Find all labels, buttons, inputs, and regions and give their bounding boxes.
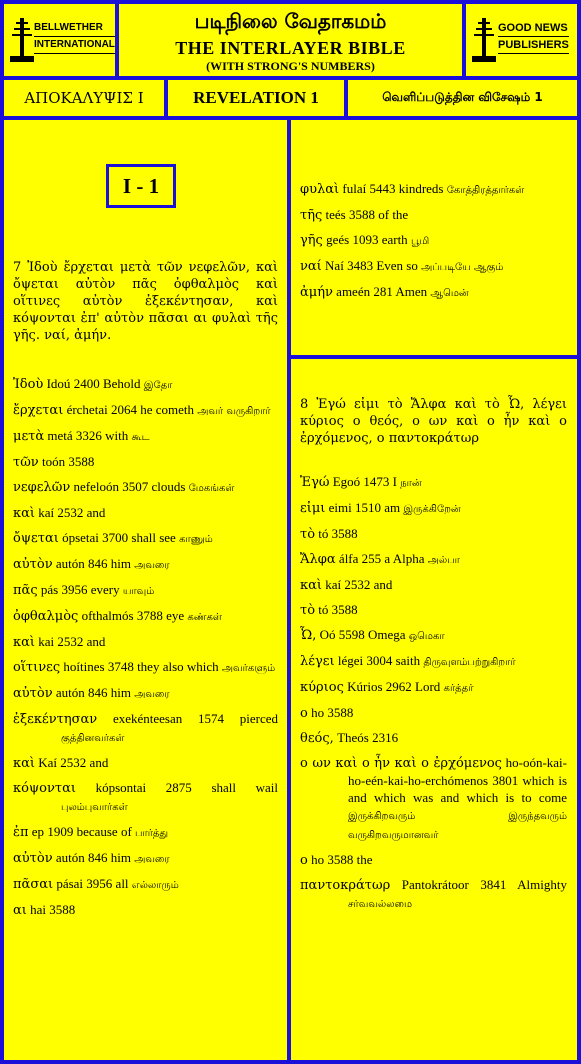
strong-number: 2400 [73, 376, 100, 391]
greek-word: πᾶσαι [13, 877, 54, 892]
greek-word: καὶ [13, 756, 36, 771]
interlinear-entry [300, 729, 567, 747]
tamil-gloss: கர்த்தர் [443, 683, 474, 694]
english-title: THE INTERLAYER BIBLE [175, 38, 406, 58]
greek-word: Ἄλφα [300, 552, 336, 567]
interlinear-entry [13, 710, 278, 747]
transliteration: geés [326, 232, 350, 247]
strong-number: 281 [373, 284, 393, 299]
right-logo-line2: PUBLISHERS [498, 37, 569, 54]
interlinear-entry [13, 581, 278, 600]
english-gloss: pierced [239, 711, 279, 726]
tamil-gloss: அவரை [134, 560, 170, 571]
transliteration: kópsontai [95, 780, 147, 795]
greek-word: κύριος [300, 680, 344, 695]
greek-word: αὐτὸν [13, 851, 53, 866]
verse-8-text: 8 Ἐγώ εἰμι τὸ Ἄλφα καὶ τὸ Ὦ, λέγει κύριος ο θεός, ο ων καὶ ο ἦν καὶ ο ἐρχόμενος, ο παντοκράτωρ [300, 397, 567, 446]
greek-word: ἐξεκέντησαν [13, 712, 98, 727]
tamil-gloss: அவர் வருகிறார் [197, 406, 271, 417]
strong-number: 2875 [165, 780, 192, 795]
greek-word: νεφελῶν [13, 480, 71, 495]
tamil-gloss: இதோ [143, 380, 173, 391]
greek-word: ἀμήν [300, 285, 333, 300]
transliteration: fulaí [342, 181, 367, 196]
transliteration: érchetai [66, 402, 108, 417]
interlinear-entry [13, 607, 278, 626]
transliteration: exekénteesan [112, 711, 183, 726]
tamil-gloss: அல்பா [427, 555, 460, 566]
english-gloss: clouds [151, 479, 186, 494]
english-gloss: a Alpha [384, 551, 425, 566]
greek-word: παντοκράτωρ [300, 878, 391, 893]
tamil-gloss: அவரை [134, 689, 170, 700]
chapter-label: I - 1 [122, 173, 160, 198]
chapter-box [106, 164, 176, 208]
verse-7-text: 7 Ἰδοὺ ἔρχεται μετὰ τῶν νεφελῶν, καὶ ὄψεται αὐτὸν πᾶς ὀφθαλμὸς καὶ οἵτινες αὐτὸν ἐξεκέντησαν, καὶ κόψονται ἐπ' αὐτὸν πᾶσαι αι φυλαὶ τῆς γῆς. ναί, ἀμήν. [13, 260, 278, 343]
english-gloss: all [115, 876, 129, 891]
tamil-gloss: இருக்கிறவரும் இருந்தவரும் வருகிறவருமானவர் [348, 811, 567, 841]
tamil-gloss: அப்படியே ஆகும் [421, 262, 504, 273]
greek-word: Ἐγώ [300, 475, 330, 490]
english-gloss: and [89, 755, 109, 770]
tamil-book-cell [348, 80, 577, 116]
greek-book-cell [4, 80, 164, 116]
interlinear-entry [300, 652, 567, 671]
transliteration: teés [325, 207, 346, 222]
greek-word: ο [300, 853, 308, 868]
greek-word: τῆς [300, 208, 323, 223]
left-logo-line2: INTERNATIONAL [34, 37, 115, 54]
strong-number: 255 [361, 551, 382, 566]
english-gloss: the [356, 852, 373, 867]
transliteration: eimi [328, 500, 352, 515]
english-gloss: every [90, 582, 120, 597]
tamil-gloss: கூட [131, 432, 150, 443]
transliteration: hoítines [63, 659, 105, 674]
strong-number: 1473 [363, 474, 390, 489]
greek-word: λέγει [300, 654, 335, 669]
strong-number: 3483 [347, 258, 374, 273]
greek-word: αι [13, 903, 27, 918]
english-gloss: eye [166, 608, 185, 623]
left-logo-line1: BELLWETHER [34, 20, 115, 37]
interlinear-entry [300, 704, 567, 722]
greek-word: αὐτὸν [13, 686, 53, 701]
english-gloss: him [110, 556, 131, 571]
transliteration: Naí [325, 258, 344, 273]
greek-word: ο [300, 706, 308, 721]
transliteration: Idoú [46, 376, 71, 391]
english-gloss: kindreds [398, 181, 444, 196]
greek-word: φυλαὶ [300, 182, 340, 197]
transliteration: Oó [319, 627, 336, 642]
strong-number: 1093 [352, 232, 379, 247]
interlinear-entry [300, 851, 567, 869]
interlinear-entry [13, 658, 278, 677]
strong-number: 3507 [122, 479, 149, 494]
greek-book: ΑΠΟΚΑΛΥΨΙΣ Ι [24, 89, 144, 107]
interlinear-entry [13, 823, 278, 842]
transliteration: kaí [325, 577, 342, 592]
interlinear-entry [13, 555, 278, 574]
transliteration: légei [337, 653, 364, 668]
greek-word: ἔρχεται [13, 403, 64, 418]
left-logo-panel [4, 4, 115, 76]
strong-number: 3588 [68, 454, 95, 469]
english-gloss: Behold [102, 376, 141, 391]
greek-word: τὸ [300, 527, 316, 542]
strong-number: 1510 [355, 500, 381, 515]
english-gloss: shall wail [211, 780, 279, 795]
strong-number: 2962 [385, 679, 412, 694]
strong-number: 846 [88, 556, 108, 571]
greek-word: Ὦ, [300, 628, 317, 643]
interlinear-entry [13, 901, 278, 919]
greek-word: ο ων καὶ ο ἦν καὶ ο ἐρχόμενος [300, 756, 502, 771]
tamil-gloss: நான் [400, 478, 422, 489]
transliteration: autón [55, 556, 85, 571]
english-gloss: earth [381, 232, 408, 247]
transliteration: kaí [38, 505, 55, 520]
subtitle: (WITH STRONG'S NUMBERS) [206, 59, 375, 73]
transliteration: ameén [336, 284, 371, 299]
strong-number: 2316 [372, 730, 399, 745]
english-gloss: Even so [376, 258, 418, 273]
interlinear-entry [13, 849, 278, 868]
strong-number: 1574 [198, 711, 224, 726]
tamil-gloss: அவர்களும் [221, 663, 276, 674]
transliteration: tó [318, 602, 329, 617]
strong-number: 3788 [136, 608, 163, 623]
interlinear-entry [13, 875, 278, 894]
tamil-gloss: அவரை [134, 854, 170, 865]
transliteration: Egoó [332, 474, 361, 489]
tamil-gloss: இருக்கிறேன் [403, 504, 461, 515]
english-gloss: and [86, 505, 106, 520]
interlinear-entry [300, 231, 567, 250]
interlinear-entry [13, 684, 278, 703]
english-gloss: because of [76, 824, 132, 839]
english-book-cell [168, 80, 344, 116]
transliteration: Kúrios [347, 679, 383, 694]
tamil-gloss: காணும் [179, 534, 213, 545]
interlinear-entry [300, 473, 567, 492]
greek-word: εἰμι [300, 501, 326, 516]
greek-word: πᾶς [13, 583, 38, 598]
interlinear-entry [300, 626, 567, 645]
transliteration: nefeloón [73, 479, 119, 494]
interlinear-entry [300, 678, 567, 697]
interlinear-entry [13, 453, 278, 471]
greek-word: καὶ [300, 578, 323, 593]
interlinear-entry [300, 576, 567, 594]
english-gloss: Amen [395, 284, 428, 299]
tamil-gloss: திருவுளம்பற்றுகிறார் [423, 657, 516, 668]
interlinear-entry [13, 779, 278, 816]
tamil-gloss: பார்த்து [135, 828, 169, 839]
interlinear-entry [13, 375, 278, 394]
greek-word: ἐπ [13, 825, 29, 840]
strong-number: 3748 [107, 659, 134, 674]
english-gloss: they also which [137, 659, 219, 674]
transliteration: ep [31, 824, 45, 839]
tamil-gloss: குத்தினவர்கள் [61, 733, 125, 744]
english-gloss: Almighty [517, 877, 568, 892]
english-gloss: which is and which was and which is to come [348, 773, 568, 805]
english-gloss: him [110, 850, 131, 865]
interlinear-entry [13, 529, 278, 548]
tamil-gloss: பூமி [410, 236, 430, 247]
tamil-gloss: யாவும் [122, 586, 155, 597]
greek-word: αὐτὸν [13, 557, 53, 572]
title-panel [119, 4, 462, 76]
strong-number: 3841 [480, 877, 507, 892]
greek-word: τῶν [13, 455, 39, 470]
english-gloss: of the [378, 207, 409, 222]
strong-number: 2532 [57, 634, 84, 649]
strong-number: 1909 [47, 824, 74, 839]
interlinear-entry [13, 401, 278, 420]
greek-word: θεός, [300, 731, 334, 746]
strong-number: 3588 [327, 705, 354, 720]
transliteration: autón [55, 850, 85, 865]
greek-word: μετὰ [13, 429, 45, 444]
english-gloss: and [373, 577, 393, 592]
transliteration: Pantokrátoor [401, 877, 469, 892]
transliteration: kai [38, 634, 55, 649]
english-gloss: he cometh [140, 402, 194, 417]
greek-word: γῆς [300, 233, 323, 248]
greek-word: ὀφθαλμὸς [13, 609, 79, 624]
interlinear-entry [300, 283, 567, 302]
strong-number: 5443 [369, 181, 396, 196]
english-gloss: with [105, 428, 129, 443]
tamil-gloss: மேகங்கள் [188, 483, 235, 494]
english-gloss: saith [395, 653, 421, 668]
tamil-gloss: சர்வவல்லமை [348, 899, 413, 910]
tamil-gloss: புலம்புவார்கள் [61, 802, 128, 813]
greek-word: ναί [300, 259, 322, 274]
verse-7-interlinear [13, 375, 278, 926]
strong-number: 3588 [49, 902, 76, 917]
transliteration: toón [41, 454, 66, 469]
transliteration: Theós [337, 730, 369, 745]
interlinear-entry [300, 876, 567, 913]
interlinear-entry [300, 550, 567, 569]
tamil-gloss: கோத்திரத்தார்கள் [446, 185, 525, 196]
interlinear-entry [13, 427, 278, 446]
greek-word: οἵτινες [13, 660, 61, 675]
transliteration: tó [318, 526, 329, 541]
english-gloss: him [110, 685, 131, 700]
strong-number: 3326 [75, 428, 102, 443]
transliteration: hai [30, 902, 47, 917]
strong-number: 3588 [331, 526, 358, 541]
interlinear-entry [300, 754, 567, 844]
transliteration: ho-oón-kai-ho-eén-kai-ho-erchómenos [348, 755, 567, 788]
interlinear-entry [300, 257, 567, 276]
interlinear-entry [13, 478, 278, 497]
tamil-book: வெளிப்படுத்தின விசேஷம் 1 [382, 90, 543, 104]
interlinear-entry [300, 180, 567, 199]
transliteration: ho [311, 705, 325, 720]
strong-number: 2064 [110, 402, 137, 417]
strong-number: 2532 [57, 505, 84, 520]
strong-number: 2532 [60, 755, 87, 770]
transliteration: metá [47, 428, 73, 443]
greek-word: Ἰδοὺ [13, 377, 44, 392]
right-logo-line1: GOOD NEWS [498, 20, 569, 37]
greek-word: ὄψεται [13, 531, 59, 546]
transliteration: ho [311, 852, 325, 867]
transliteration: pásai [56, 876, 84, 891]
transliteration: álfa [338, 551, 359, 566]
interlinear-entry [13, 754, 278, 772]
tamil-gloss: ஆமென் [430, 288, 469, 299]
strong-number: 846 [88, 850, 108, 865]
right-logo-panel [466, 4, 577, 76]
english-gloss: I [392, 474, 398, 489]
english-gloss: am [384, 500, 401, 515]
strong-number: 3801 [492, 773, 519, 788]
strong-number: 846 [88, 685, 108, 700]
transliteration: autón [55, 685, 85, 700]
english-gloss: Lord [415, 679, 441, 694]
transliteration: Kaí [38, 755, 58, 770]
strong-number: 5598 [338, 627, 365, 642]
english-gloss: shall see [131, 530, 176, 545]
greek-word: καὶ [13, 506, 36, 521]
strong-number: 3588 [327, 852, 354, 867]
strong-number: 3956 [86, 876, 113, 891]
tamil-gloss: எல்லாரும் [131, 880, 179, 891]
tamil-gloss: ஒமெகா [408, 631, 445, 642]
verse-8-interlinear [300, 473, 567, 920]
interlinear-entry [300, 499, 567, 518]
english-gloss: Omega [367, 627, 406, 642]
tamil-gloss: கண்கள் [187, 612, 222, 623]
interlinear-entry [300, 525, 567, 543]
strong-number: 3588 [331, 602, 358, 617]
greek-word: καὶ [13, 635, 36, 650]
tamil-title: படிநிலை வேதாகமம் [194, 9, 387, 33]
interlinear-entry [13, 633, 278, 651]
transliteration: ofthalmós [81, 608, 134, 623]
english-book: REVELATION 1 [193, 88, 319, 107]
verse-7-interlinear-continued [300, 180, 567, 309]
interlinear-entry [13, 504, 278, 522]
strong-number: 3956 [61, 582, 88, 597]
strong-number: 3588 [348, 207, 375, 222]
english-gloss: and [86, 634, 106, 649]
strong-number: 2532 [344, 577, 371, 592]
transliteration: ópsetai [62, 530, 99, 545]
strong-number: 3004 [366, 653, 393, 668]
strong-number: 3700 [102, 530, 129, 545]
interlinear-entry [300, 601, 567, 619]
greek-word: κόψονται [13, 781, 76, 796]
transliteration: pás [40, 582, 59, 597]
greek-word: τὸ [300, 603, 316, 618]
interlinear-entry [300, 206, 567, 224]
